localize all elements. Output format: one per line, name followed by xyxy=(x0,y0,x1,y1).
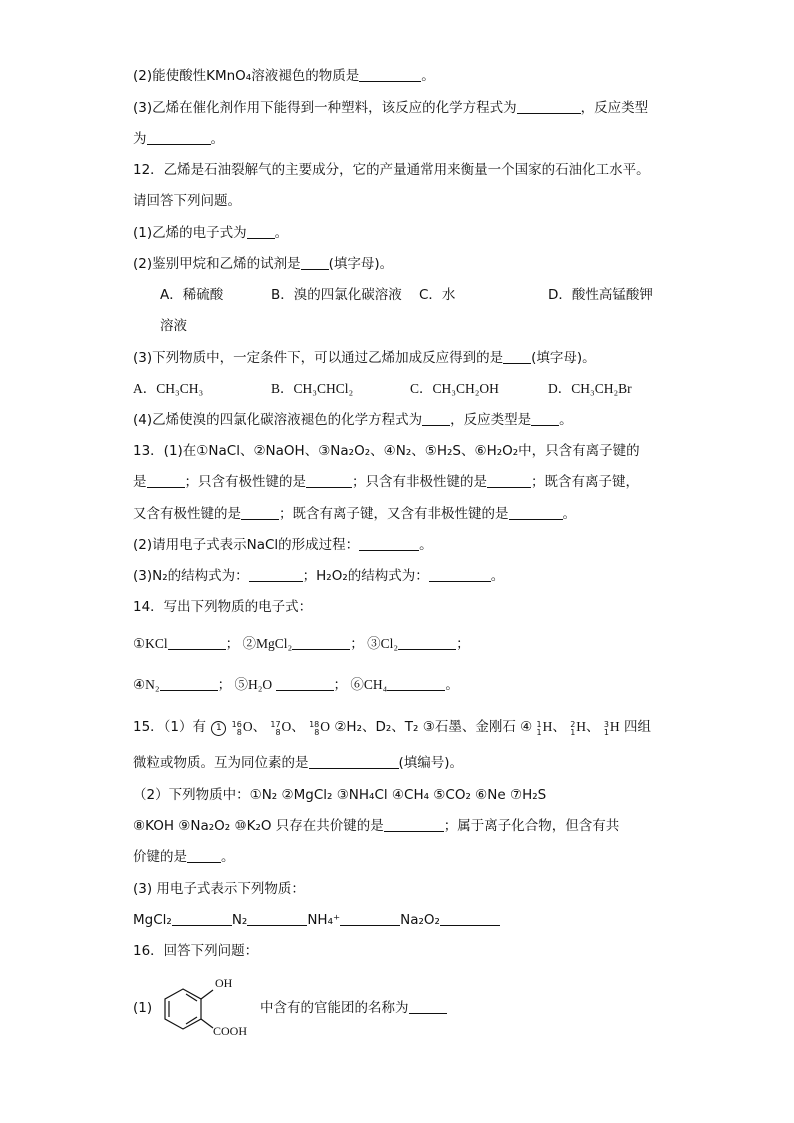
answer-blank[interactable] xyxy=(531,411,559,426)
q11-part3: (3)乙烯在催化剂作用下能得到一种塑料，该反应的化学方程式为 ，反应类型 xyxy=(133,100,649,116)
q14-row1: ①KCl ； ②MgCl₂ ； ③Cl₂ ； xyxy=(133,636,470,651)
choice-b[interactable]: B．CH₃CHCl₂ xyxy=(271,381,354,396)
q14-row2: ④N₂ ； ⑤H₂O ； ⑥CH₄ 。 xyxy=(133,677,459,692)
answer-blank[interactable] xyxy=(384,817,444,832)
choice-c[interactable]: C．CH₃CH₂OH xyxy=(410,381,499,396)
answer-blank[interactable] xyxy=(276,676,334,691)
q15-line2: 微粒或物质。互为同位素的是 (填编号)。 xyxy=(133,755,464,771)
answer-blank[interactable] xyxy=(359,67,421,82)
answer-blank[interactable] xyxy=(301,255,329,270)
answer-blank[interactable] xyxy=(160,676,218,691)
q15-line4: ⑧KOH ⑨Na₂O₂ ⑩K₂O 只存在共价键的是 ；属于离子化合物，但含有共 xyxy=(133,818,620,834)
answer-blank[interactable] xyxy=(517,99,581,114)
q11-part3-cont: 为 。 xyxy=(133,131,224,147)
q12-intro-cont: 请回答下列问题。 xyxy=(133,193,241,209)
q13-line1: 13．(1)在①NaCl、②NaOH、③Na₂O₂、④N₂、⑤H₂S、⑥H₂O₂中，只含有离子键的 xyxy=(133,443,640,459)
answer-blank[interactable] xyxy=(440,911,500,926)
q13-line2: 是 ；只含有极性键的是 ；只含有非极性键的是 ；既含有离子键， xyxy=(133,474,639,490)
option-d-cont: 溶液 xyxy=(160,318,187,334)
q13-part2: (2)请用电子式表示NaCl的形成过程： 。 xyxy=(133,537,433,553)
hydroxyl-label: OH xyxy=(215,976,233,990)
isotope-h1: 1 1 H xyxy=(536,719,553,737)
isotope-h3: 3 1 H xyxy=(603,719,620,737)
choice-d[interactable]: D．CH₃CH₂Br xyxy=(548,381,632,396)
answer-blank[interactable] xyxy=(503,349,531,364)
answer-blank[interactable] xyxy=(187,848,221,863)
answer-blank[interactable] xyxy=(509,505,563,520)
carboxyl-label: COOH xyxy=(213,1024,248,1038)
answer-blank[interactable] xyxy=(422,411,450,426)
isotope-o18: 18 8 O xyxy=(309,719,331,737)
answer-blank[interactable] xyxy=(247,911,307,926)
answer-blank[interactable] xyxy=(172,911,232,926)
q12-options xyxy=(160,286,223,304)
isotope-h2: 2 1 H xyxy=(570,719,587,737)
q15-line1: 15．（1）有 1 16 8 O、 17 8 O、 18 8 O ②H₂、D₂、T₂ ③石墨、金刚石 ④ 1 1 H、 2 1 H、 3 1 H 四组 xyxy=(133,719,651,737)
option-c[interactable]: C．水 xyxy=(419,287,456,303)
q12-part3: (3)下列物质中，一定条件下，可以通过乙烯加成反应得到的是 (填字母)。 xyxy=(133,350,596,366)
option-b[interactable]: B．溴的四氯化碳溶液 xyxy=(271,287,402,303)
circled-number-1: 1 xyxy=(211,721,226,736)
choice-a[interactable]: A．CH₃CH₃ xyxy=(133,381,204,396)
answer-blank[interactable] xyxy=(247,224,275,239)
isotope-o16: 16 8 O xyxy=(231,719,253,737)
q12-part2: (2)鉴别甲烷和乙烯的试剂是 (填字母)。 xyxy=(133,256,394,272)
salicylic-acid-structure xyxy=(155,968,265,1040)
q15-line3: （2）下列物质中：①N₂ ②MgCl₂ ③NH₄Cl ④CH₄ ⑤CO₂ ⑥Ne ⑦H₂S xyxy=(133,787,547,803)
q15-line7: MgCl₂ N₂ NH₄⁺ Na₂O₂ xyxy=(133,911,500,929)
answer-blank[interactable] xyxy=(340,911,400,926)
answer-blank[interactable] xyxy=(387,676,445,691)
q14-intro: 14．写出下列物质的电子式： xyxy=(133,599,313,615)
answer-blank[interactable] xyxy=(409,999,447,1014)
q12-intro: 12．乙烯是石油裂解气的主要成分，它的产量通常用来衡量一个国家的石油化工水平。 xyxy=(133,162,650,178)
answer-blank[interactable] xyxy=(292,635,350,650)
q12-part4: (4)乙烯使溴的四氯化碳溶液褪色的化学方程式为 ，反应类型是 。 xyxy=(133,412,573,428)
q15-line5: 价键的是 。 xyxy=(133,849,235,865)
q13-line3: 又含有极性键的是 ；既含有离子键，又含有非极性键的是 。 xyxy=(133,506,576,522)
q15-part3: (3) 用电子式表示下列物质： xyxy=(133,881,305,897)
answer-blank[interactable] xyxy=(487,473,531,488)
isotope-o17: 17 8 O xyxy=(270,719,292,737)
q16-part1-label: (1) xyxy=(133,1000,153,1016)
option-d[interactable]: D．酸性高锰酸钾 xyxy=(548,287,653,303)
answer-blank[interactable] xyxy=(168,635,226,650)
answer-blank[interactable] xyxy=(359,536,419,551)
q16-part1: 中含有的官能团的名称为 xyxy=(260,999,447,1017)
answer-blank[interactable] xyxy=(309,754,399,769)
q13-part3: (3)N₂的结构式为： ；H₂O₂的结构式为： 。 xyxy=(133,568,505,584)
option-a[interactable]: A．稀硫酸 xyxy=(160,287,224,303)
answer-blank[interactable] xyxy=(249,567,303,582)
q12-part1: (1)乙烯的电子式为 。 xyxy=(133,225,289,241)
answer-blank[interactable] xyxy=(241,505,279,520)
answer-blank[interactable] xyxy=(306,473,352,488)
answer-blank[interactable] xyxy=(398,635,456,650)
answer-blank[interactable] xyxy=(147,473,185,488)
q16-intro: 16．回答下列问题： xyxy=(133,943,259,959)
answer-blank[interactable] xyxy=(147,130,211,145)
answer-blank[interactable] xyxy=(429,567,491,582)
q11-part2: (2)能使酸性KMnO₄溶液褪色的物质是 。 xyxy=(133,68,435,84)
